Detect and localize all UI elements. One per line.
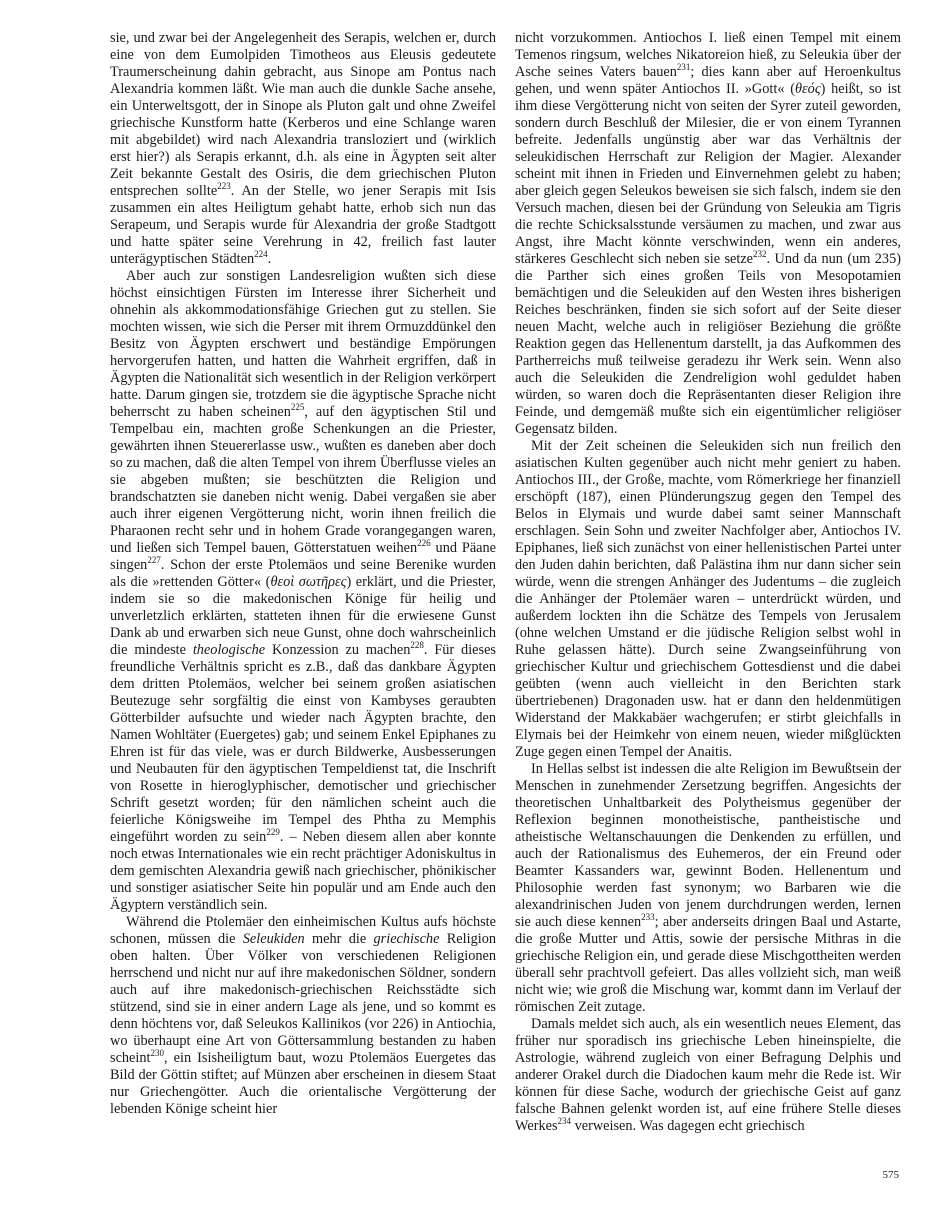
- paragraph: In Hellas selbst ist indessen die alte Religion im Bewußtsein der Menschen in zunehmender Zersetzung begriffen. Angesichts der theoretischen Unhaltbarkeit des Polytheismus gegenüber der Reflexion beginnen monotheistische, pantheistische und atheistische Weltanschauungen die Denkenden zu erfüllen, und auch der Rationalismus des Euhemeros, der ein Freund oder Beamter Kassanders war, gewinnt Boden. Hellenentum und Philosophie werden fast synonym; wo Barbaren wie die alexandrinischen Juden von jenem durchdrungen werden, lernen sie auch diese kennen$^{233}$; aber anderseits dringen Baal und Astarte, die große Mutter und Attis, sowie der persische Mithras in die griechische Religion ein, und gerade diese Mischgottheiten werden überall sehr prachtvoll gefeiert. Das alles vollzieht sich, man weiß nicht wie; wie groß die Mischung war, kommt dann im Verlauf der römischen Zeit zutage.: [515, 761, 901, 1015]
- footnote-ref: 228: [410, 640, 424, 651]
- italic-text: griechische: [373, 931, 440, 947]
- paragraph: Aber auch zur sonstigen Landesreligion wußten sich diese höchst einsichtigen Fürsten im Interesse ihrer Sicherheit und ohnehin als akkommodationsfähige Griechen gut zu stellen. Sie mochten wissen, wie sich die Perser mit ihrem Ormuzddünkel den Besitz von Ägypten erschwert und beständige Empörungen hervorgerufen hatten, und hatten die Wahrheit ergriffen, daß in Ägypten die Nationalität sich wesentlich in der Religion verkörpert hatte. Darum gingen sie, trotzdem sie die ägyptische Sprache nicht beherrscht zu haben scheinen$^{225}$, auf den ägyptischen Stil und Tempelbau ein, machten große Schenkungen an die Priester, gewährten ihnen Steuererlasse usw., wußten es daneben aber doch so zu machen, daß die alten Tempel von ihrem Überflusse vieles an sie abgeben mußten; sie beschützten die Religion und brandschatzten sie daneben nicht wenig. Dabei vergaßen sie aber auch ihrer eigenen Vergötterung nicht, worin ihnen freilich die Pharaonen recht sehr und in hohem Grade vorangegangen waren, und ließen sich Tempel bauen, Götterstatuen weihen$^{226}$ und Päane singen$^{227}$. Schon der erste Ptolemäos und seine Berenike wurden als die »rettenden Götter« (θεοὶ σωτῆρες) erklärt, und die Priester, indem sie so die makedonischen Könige für heilig und unverletzlich erklärten, statteten ihnen für die erwiesene Gunst Dank ab und erwarben sich neue Gunst, ohne doch wahrscheinlich die mindeste theologische Konzession zu machen$^{228}$. Für dieses freundliche Verhältnis spricht es z.B., daß das dankbare Ägypten dem dritten Ptolemäos, welcher bei seinem großen asiatischen Beutezuge sehr sorgfältig die einst von Kambyses geraubten Götterbilder aufsuchte und wieder nach Ägypten brachte, den Namen Wohltäter (Euergetes) gab; und seinem Enkel Epiphanes zu Ehren ist für das viele, was er durch Bildwerke, Ausbesserungen und Neubauten für den ägyptischen Tempeldienst tat, die Inschrift von Rosette in hieroglyphischer, demotischer und griechischer Schrift gesetzt worden; für den nämlichen scheint auch die feierliche Königsweihe im Tempel des Phtha zu Memphis eingeführt worden zu sein$^{229}$. – Neben diesem allen aber konnte noch etwas Internationales wie ein recht prächtiger Adoniskultus in dem gemischten Alexandria gewiß nach griechischer, phönikischer und sonstiger asiatischer Seite hin populär und am Ende auch den Ägyptern verständlich sein.: [110, 268, 497, 913]
- footnote-ref: 234: [557, 1116, 572, 1127]
- footnote-ref: 224: [254, 249, 268, 260]
- footnote-ref: 231: [676, 62, 691, 73]
- paragraph: Mit der Zeit scheinen die Seleukiden sich nun freilich den asiatischen Kulten gegenüber auch nicht mehr geniert zu haben. Antiochos III., der Große, machte, vom Römerkriege her finanziell erschöpft (187), einen Plünderungszug gegen den Tempel des Belos in Elymais und wurde dabei samt seiner Mannschaft erschlagen. Sein Sohn und zweiter Nachfolger aber, Antiochos IV. Epiphanes, ließ sich zunächst von einer hellenistischen Partei unter den Juden dahin berichten, daß Palästina ihm nur dann sicher sein würde, wenn die strengen Anhänger des Judentums – die zugleich die Anhänger der Ptolemäer waren – unterdrückt würden, und außerdem lockten ihn die Schätze des Tempels von Jerusalem (ohne welchen Umstand er die jüdische Religion selbst wohl in Ruhe gelassen hätte). Durch seine Zwangseinführung von griechischer Kultur und griechischem Gottesdienst und die dabei geübten (wenn auch vielleicht in den Berichten stark übertriebenen) Dragonaden usw. hat er dann den heldenmütigen Widerstand der Makkabäer wachgerufen; er stirbt gleichfalls in Elymais bei der Heimkehr von einem neuen, wieder mißglückten Zuge gegen einen Tempel der Anaitis.: [515, 438, 901, 760]
- footnote-ref: 227: [147, 555, 161, 566]
- italic-text: θεός: [795, 81, 821, 97]
- footnote-ref: 233: [641, 912, 655, 923]
- footnote-ref: 232: [753, 249, 767, 260]
- page-number: 575: [882, 1169, 899, 1181]
- paragraph: Damals meldet sich auch, als ein wesentlich neues Element, das früher nur sporadisch ins griechische Leben hineinspielte, die Astrologie, während zugleich von einer Befragung Delphis und anderer Orakel durch die Diadochen kaum mehr die Rede ist. Wir können für diese Sache, wodurch der griechische Geist auf ganz falsche Bahnen gelenkt worden ist, auf eine frühere Stelle dieses Werkes$^{234}$ verweisen. Was dagegen echt griechisch: [515, 1016, 901, 1134]
- italic-text: Seleukiden: [242, 931, 305, 947]
- footnote-ref: 230: [150, 1048, 164, 1059]
- right-column: [515, 30, 901, 1135]
- footnote-ref: 226: [417, 538, 431, 549]
- footnote-ref: 223: [217, 181, 231, 192]
- italic-text: theologische: [192, 642, 266, 658]
- paragraph: sie, und zwar bei der Angelegenheit des Serapis, welchen er, durch eine von dem Eumolpiden Timotheos aus Eleusis gedeutete Traumerscheinung dahin gebracht, aus Sinope am Pontus nach Alexandria kommen läßt. Wie man auch die dunkle Sache ansehe, ein Unterweltsgott, der in Sinope als Pluton galt und ohne Zweifel griechische Kunstform hatte (Kerberos und eine Schlange waren mit abgebildet) wird nach Alexandria transloziert und (wirklich erst hier?) als Serapis erkannt, d.h. als eine in Ägypten seit alter Zeit bekannte Gestalt des Osiris, die dem griechischen Pluton entsprechen sollte$^{223}$. An der Stelle, wo jener Serapis mit Isis zusammen ein altes Heiligtum gehabt hatte, erhob sich nun das Serapeum, und Serapis wurde für Alexandria der große Stadtgott und hatte später seine Verehrung in 42, freilich fast lauter unterägyptischen Städten$^{224}$.: [110, 30, 496, 267]
- paragraph: nicht vorzukommen. Antiochos I. ließ einen Tempel mit einem Temenos ringsum, welches Nikatoreion hieß, zu Seleukia über der Asche seines Vaters bauen$^{231}$; dies kann aber auf Heroenkultus gehen, und wenn später Antiochos II. »Gott« (θεός) heißt, so ist ihm diese Vergötterung nicht von seiten der Syrer zuteil geworden, sondern durch Beschluß der Milesier, die er von einem Tyrannen befreite. Jedenfalls ungünstig aber war das Verhältnis der seleukidischen Herrschaft zur Religion der Magier. Alexander scheint mit ihnen in Frieden und Einvernehmen gelebt zu haben; aber gleich gegen Seleukos beweisen sie sich falsch, indem sie den Versuch machen, diesen bei der Gründung von Seleukia am Tigris die rechte Schicksalsstunde versäumen zu machen, und zwar aus Angst, ihre Macht könnte verschwinden, wenn ein anderes, stärkeres Geschlecht sich neben sie setze$^{232}$. Und da nun (um 235) die Parther sich eines großen Teils von Mesopotamien bemächtigen und die Seleukiden auf den Westen ihres bisherigen Reiches beschränken, finden sie sich sofort auf der Seite dieser neuen Macht, welche auch in religiöser Beziehung die größte Reaktion gegen das Hellenentum darstellt, ja das Aufkommen des Partherreichs muß teilweise geradezu ihr Werk sein. Wenn also auch die Seleukiden die Zendreligion wohl geduldet haben würden, so waren doch die Repräsentanten dieser Religion ihre Feinde, und demgemäß mußte sich ein eigentümlicher religiöser Gegensatz bilden.: [515, 30, 901, 437]
- left-column: [110, 30, 496, 1118]
- italic-text: θεοὶ σωτῆρες: [270, 574, 347, 590]
- footnote-ref: 229: [266, 827, 280, 838]
- paragraph: Während die Ptolemäer den einheimischen Kultus aufs höchste schonen, müssen die Seleukiden mehr die griechische Religion oben halten. Über Völker von verschiedenen Religionen herrschend und nicht nur auf ihre makedonischen Söldner, sondern auch auf ihre makedonisch-griechischen Reichsstädte sich stützend, sind sie in einer andern Lage als jene, und so kommt es denn höchtens vor, daß Seleukos Kallinikos (vor 226) in Antiochia, wo überhaupt eine Art von Göttersammlung bestanden zu haben scheint$^{230}$, ein Isisheiligtum baut, wozu Ptolemäos Euergetes das Bild der Göttin stiftet; auf Münzen aber erscheinen in diesem Staat nur Griechengötter. Auch die orientalische Vergötterung der lebenden Könige scheint hier: [110, 914, 496, 1117]
- footnote-ref: 225: [290, 402, 305, 413]
